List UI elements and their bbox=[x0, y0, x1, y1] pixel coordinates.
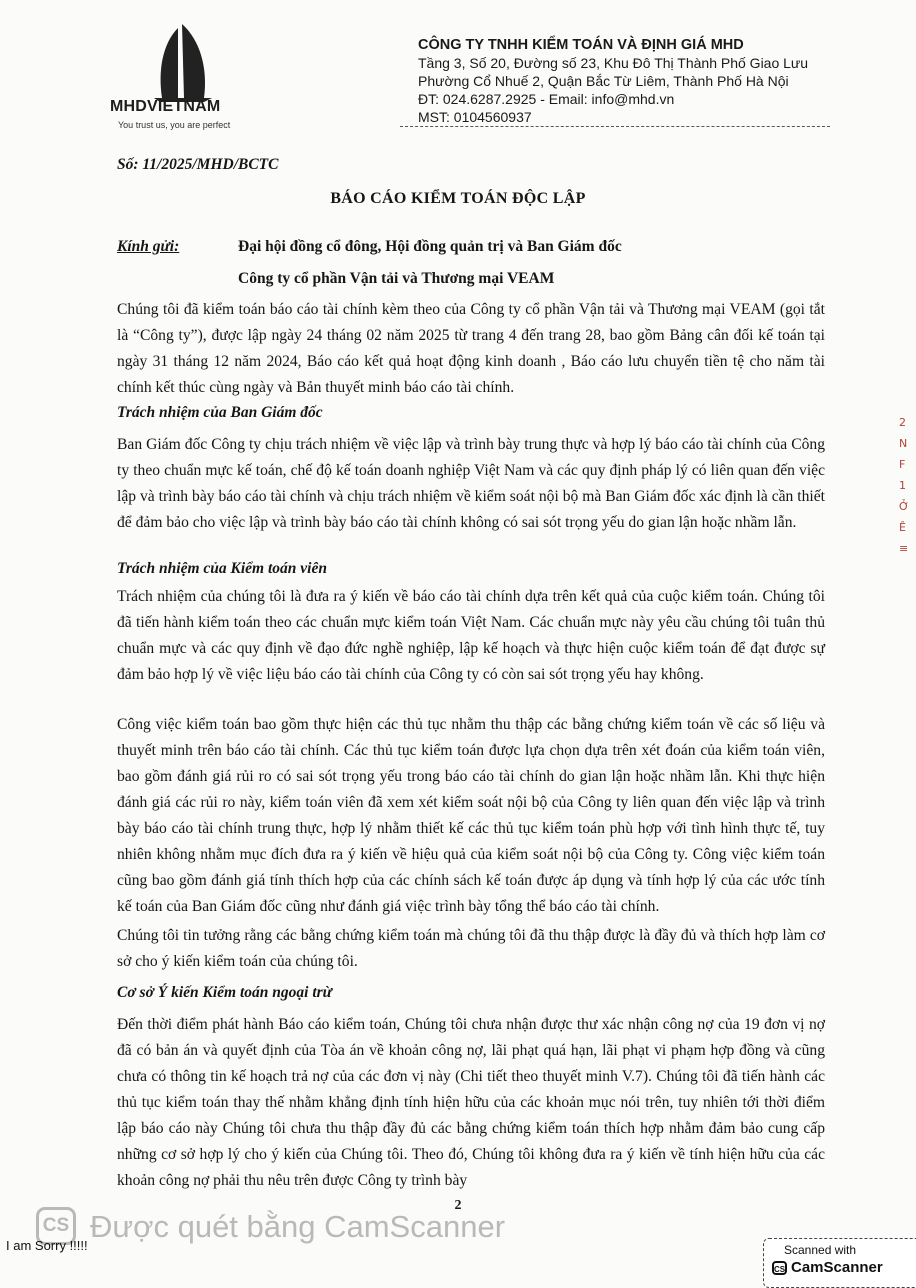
badge-line-2 bbox=[772, 1259, 883, 1276]
intro-paragraph: Chúng tôi đã kiểm toán báo cáo tài chính kèm theo của Công ty cổ phần Vận tải và Thương mại VEAM (gọi tắt là “Công ty”), được lập ngày 24 tháng 02 năm 2025 từ trang 4 đến trang 28, bao gồm Bảng cân đối kế toán tại ngày 31 tháng 12 năm 2024, Báo cáo kết quả hoạt động kinh doanh , Báo cáo lưu chuyển tiền tệ cho năm tài chính kết thúc cùng ngày và Bản thuyết minh báo cáo tài chính. bbox=[117, 301, 825, 396]
auditor-paragraph-2: Công việc kiểm toán bao gồm thực hiện các thủ tục nhằm thu thập các bằng chứng kiểm toán về các số liệu và thuyết minh trên báo cáo tài chính. Các thủ tục kiểm toán được lựa chọn dựa trên xét đoán của kiểm toán viên, bao gồm đánh giá rủi ro có sai sót trọng yếu trong báo cáo tài chính do gian lận hoặc nhầm lẫn. Khi thực hiện đánh giá các rủi ro này, kiểm toán viên đã xem xét kiểm soát nội bộ của Công ty liên quan đến việc lập và trình bày báo cáo tài chính trung thực, hợp lý nhằm thiết kế các thủ tục kiểm toán phù hợp với tình hình thực tế, tuy nhiên không nhằm mục đích đưa ra ý kiến về hiệu quả của kiểm soát nội bộ của Công ty. Công việc kiểm toán cũng bao gồm đánh giá tính thích hợp của các chính sách kế toán được áp dụng và tính hợp lý của các ước tính kế toán của Ban Giám đốc cũng như đánh giá việc trình bày tổng thể báo cáo tài chính. bbox=[117, 716, 825, 915]
section-title-auditor: Trách nhiệm của Kiểm toán viên bbox=[117, 560, 327, 577]
margin-mark: N bbox=[899, 437, 908, 450]
management-paragraph: Ban Giám đốc Công ty chịu trách nhiệm về việc lập và trình bày trung thực và hợp lý báo cáo tài chính của Công ty theo chuẩn mực kế toán, chế độ kế toán doanh nghiệp Việt Nam và các quy định pháp lý có liên quan đến việc lập và trình bày báo cáo tài chính và chịu trách nhiệm về kiểm soát nội bộ mà Ban Giám đốc xác định là cần thiết để đảm bảo cho việc lập và trình bày báo cáo tài chính không có sai sót trọng yếu do gian lận hoặc nhầm lẫn. bbox=[117, 436, 825, 531]
scanned-with-badge bbox=[763, 1238, 916, 1288]
header-divider bbox=[400, 126, 830, 128]
section-title-management: Trách nhiệm của Ban Giám đốc bbox=[117, 404, 323, 421]
document-title: BÁO CÁO KIỂM TOÁN ĐỘC LẬP bbox=[330, 190, 586, 207]
camscanner-logo-icon: CS bbox=[36, 1207, 76, 1245]
auditor-paragraph-3: Chúng tôi tin tưởng rằng các bằng chứng kiểm toán mà chúng tôi đã thu thập được là đầy đủ và thích hợp làm cơ sở cho ý kiến kiểm toán của chúng tôi. bbox=[117, 927, 825, 970]
brand-name: MHDVIETNAM bbox=[110, 98, 221, 115]
margin-mark: Ê bbox=[899, 521, 906, 534]
recipient-line-2: Công ty cổ phần Vận tải và Thương mại VEAM bbox=[238, 270, 555, 287]
tax-code: MST: 0104560937 bbox=[418, 109, 532, 125]
section-title-qualified-basis: Cơ sở Ý kiến Kiểm toán ngoại trừ bbox=[117, 984, 332, 1001]
margin-mark: 1 bbox=[899, 479, 906, 492]
margin-mark: ≡ bbox=[899, 542, 909, 555]
margin-stamp-marks bbox=[899, 412, 916, 592]
brand-tagline: You trust us, you are perfect bbox=[118, 120, 231, 130]
page-number: 2 bbox=[454, 1198, 462, 1213]
qualified-basis-paragraph: Đến thời điểm phát hành Báo cáo kiểm toán, Chúng tôi chưa nhận được thư xác nhận công nợ của 19 đơn vị nợ đã có bản án và quyết định của Tòa án về khoản công nợ, lãi phạt quá hạn, lãi phạt vi phạm hợp đồng và cũng chưa có thông tin kế hoạch trả nợ của các đơn vị này (Chi tiết theo thuyết minh V.7). Chúng tôi đã tiến hành các thủ tục kiểm toán thay thế nhằm khẳng định tính hiện hữu của các khoản mục nói trên, tuy nhiên tới thời điểm lập báo cáo này Chúng tôi chưa thu thập đầy đủ các bằng chứng kiểm toán thích hợp nhằm đảm bảo cung cấp những cơ sở hợp lý cho ý kiến của Chúng tôi. Theo đó, Chúng tôi không đưa ra ý kiến về tính hiện hữu của các khoản công nợ phải thu nêu trên được Công ty trình bày bbox=[117, 1016, 825, 1189]
recipient-label: Kính gửi: bbox=[117, 238, 180, 255]
contact-line: ĐT: 024.6287.2925 - Email: info@mhd.vn bbox=[418, 91, 675, 107]
badge-brand: CamScanner bbox=[791, 1259, 883, 1276]
camscanner-watermark-text: Được quét bằng CamScanner bbox=[90, 1209, 506, 1244]
camscanner-watermark bbox=[36, 1205, 516, 1251]
badge-line-1: Scanned with bbox=[784, 1243, 857, 1257]
auditor-paragraph-1: Trách nhiệm của chúng tôi là đưa ra ý kiến về báo cáo tài chính dựa trên kết quả của cuộc kiểm toán. Chúng tôi đã tiến hành kiểm toán theo các chuẩn mực kiểm toán Việt Nam. Các chuẩn mực này yêu cầu chúng tôi tuân thủ chuẩn mực và các quy định về đạo đức nghề nghiệp, lập kế hoạch và thực hiện cuộc kiểm toán để đạt được sự đảm bảo hợp lý về việc liệu báo cáo tài chính của Công ty có còn sai sót trọng yếu hay không. bbox=[117, 588, 825, 683]
margin-mark: F bbox=[899, 458, 906, 471]
scan-note: I am Sorry !!!!! bbox=[6, 1238, 88, 1253]
address-line-2: Phường Cổ Nhuế 2, Quận Bắc Từ Liêm, Thành Phố Hà Nội bbox=[418, 73, 789, 89]
address-line-1: Tầng 3, Số 20, Đường số 23, Khu Đô Thị Thành Phố Giao Lưu bbox=[418, 55, 809, 71]
document-number: Số: 11/2025/MHD/BCTC bbox=[117, 156, 279, 173]
camscanner-mini-icon: CS bbox=[772, 1261, 787, 1275]
company-name: CÔNG TY TNHH KIỂM TOÁN VÀ ĐỊNH GIÁ MHD bbox=[418, 37, 744, 53]
company-info bbox=[418, 36, 888, 126]
margin-mark: Ở bbox=[899, 500, 910, 513]
recipient-line-1: Đại hội đồng cổ đông, Hội đồng quản trị và Ban Giám đốc bbox=[238, 238, 622, 255]
margin-mark: 2 bbox=[899, 416, 906, 429]
